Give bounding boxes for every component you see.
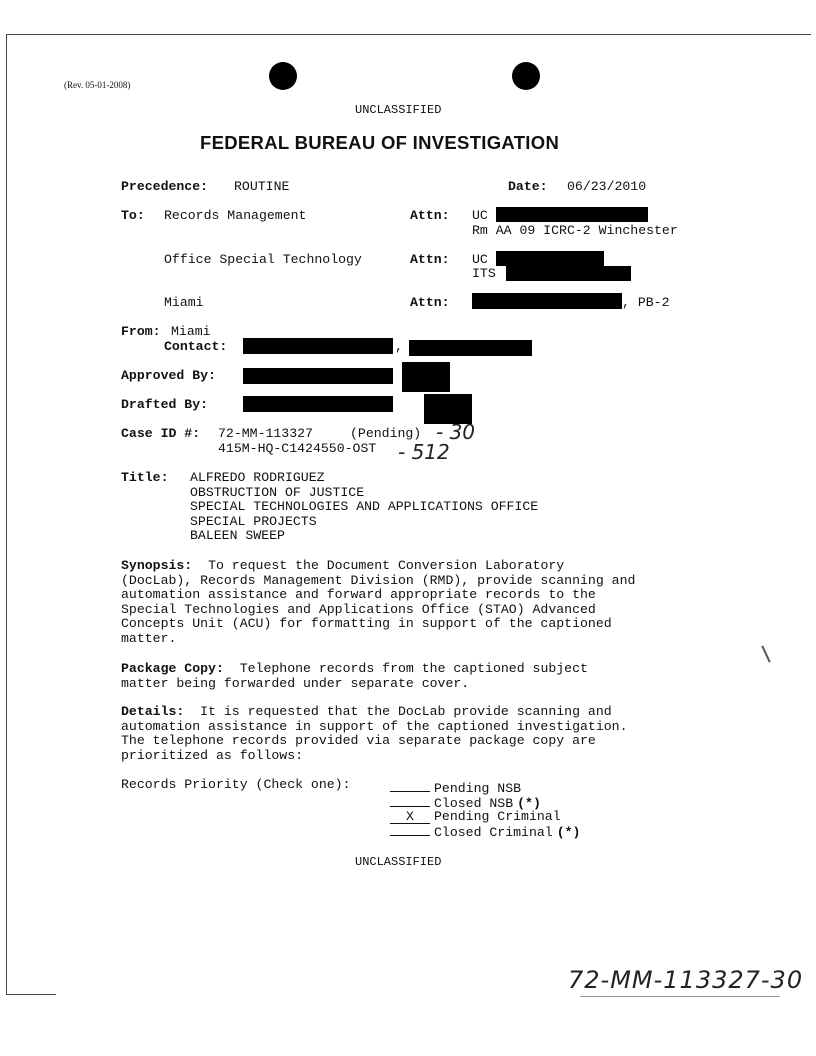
attn-label-1: Attn: [410,208,450,223]
priority-option-star: (*) [556,825,581,840]
to-label: To: [121,208,145,223]
agency-title: FEDERAL BUREAU OF INVESTIGATION [200,132,560,153]
contact-separator: , [395,339,403,354]
scan-border-bottom-right [580,996,780,997]
details-line: It is requested that the DocLab provide scanning and [200,704,612,719]
title-label: Title: [121,470,169,485]
scan-border-left [6,34,7,994]
redaction-approved-by-2 [402,362,450,392]
priority-option-label: Closed NSB [434,796,514,811]
contact-label: Contact: [164,339,228,354]
redaction-attn-3 [472,293,622,309]
priority-blank [390,822,430,836]
to-recipient-2: Office Special Technology [164,252,362,267]
package-copy-section [121,662,588,691]
handwritten-file-number: 72-MM-113327-30 [568,966,804,994]
scan-mark [761,645,770,662]
details-line: automation assistance in support of the captioned investigation. [121,718,628,734]
scan-border-top [6,34,811,35]
priority-option [390,822,580,841]
date-value: 06/23/2010 [567,179,647,194]
priority-option-label: Pending Criminal [434,809,561,824]
precedence-label: Precedence: [121,179,209,194]
case-id-line1-status: (Pending) [350,426,422,441]
redaction-contact-name [243,338,393,354]
from-label: From: [121,324,161,339]
case-id-line1: 72-MM-113327 [218,426,313,441]
from-value: Miami [171,324,211,339]
priority-option-label: Closed Criminal [434,825,553,840]
package-copy-line: Telephone records from the captioned subject [239,661,588,676]
to-recipient-3: Miami [164,295,204,310]
title-line: SPECIAL PROJECTS [190,513,317,529]
priority-blank [390,793,430,807]
attn-2-line1: UC [472,252,488,267]
case-id-line2: 415M-HQ-C1424550-OST [218,441,377,456]
title-line: SPECIAL TECHNOLOGIES AND APPLICATIONS OFFICE [190,499,539,515]
synopsis-label: Synopsis: [121,558,193,573]
package-copy-label: Package Copy: [121,661,224,676]
date-label: Date: [508,179,548,194]
attn-2-line2: ITS [472,266,496,281]
attn-1-line2: Rm AA 09 ICRC-2 Winchester [472,223,678,238]
synopsis-line: Special Technologies and Applications Office (STAO) Advanced [121,601,596,617]
to-recipient-1: Records Management [164,208,307,223]
case-id-line1-handwritten: - 30 [436,420,476,444]
title-lines [190,471,538,544]
synopsis-line: To request the Document Conversion Laboratory [208,558,565,573]
synopsis-section [121,559,635,647]
package-copy-line: matter being forwarded under separate cover. [121,675,470,691]
attn-label-2: Attn: [410,252,450,267]
classification-top: UNCLASSIFIED [355,103,442,117]
priority-option-star: (*) [517,796,541,811]
records-priority-label: Records Priority (Check one): [121,777,351,792]
redaction-attn-2a [496,251,604,266]
case-id-label: Case ID #: [121,426,201,441]
form-revision: (Rev. 05-01-2008) [64,80,131,90]
redaction-attn-1 [496,207,648,222]
scan-border-bottom [6,994,56,995]
title-line: BALEEN SWEEP [190,528,285,544]
punch-hole-left [269,62,297,90]
redaction-drafted-by [243,396,393,412]
priority-blank: X [390,810,430,824]
punch-hole-right [512,62,540,90]
attn-3-suffix: , PB-2 [622,295,670,310]
details-section [121,705,627,763]
drafted-by-label: Drafted By: [121,397,209,412]
synopsis-line: automation assistance and forward appropriate records to the [121,587,596,603]
redaction-approved-by [243,368,393,384]
synopsis-line: matter. [121,630,177,646]
priority-option-label: Pending NSB [434,781,522,796]
attn-1-line1: UC [472,208,488,223]
synopsis-line: Concepts Unit (ACU) for formatting in support of the captioned [121,616,612,632]
redaction-attn-2b [506,266,631,281]
details-line: prioritized as follows: [121,747,304,763]
precedence-value: ROUTINE [234,179,290,194]
classification-bottom: UNCLASSIFIED [355,855,442,869]
synopsis-line: (DocLab), Records Management Division (RMD), provide scanning and [121,572,636,588]
redaction-contact-phone [409,340,532,356]
priority-blank [390,778,430,792]
title-line: ALFREDO RODRIGUEZ [190,470,325,485]
attn-label-3: Attn: [410,295,450,310]
details-label: Details: [121,704,185,719]
details-line: The telephone records provided via separate package copy are [121,733,596,749]
approved-by-label: Approved By: [121,368,216,383]
title-line: OBSTRUCTION OF JUSTICE [190,484,365,500]
case-id-line2-handwritten: - 512 [398,440,450,464]
